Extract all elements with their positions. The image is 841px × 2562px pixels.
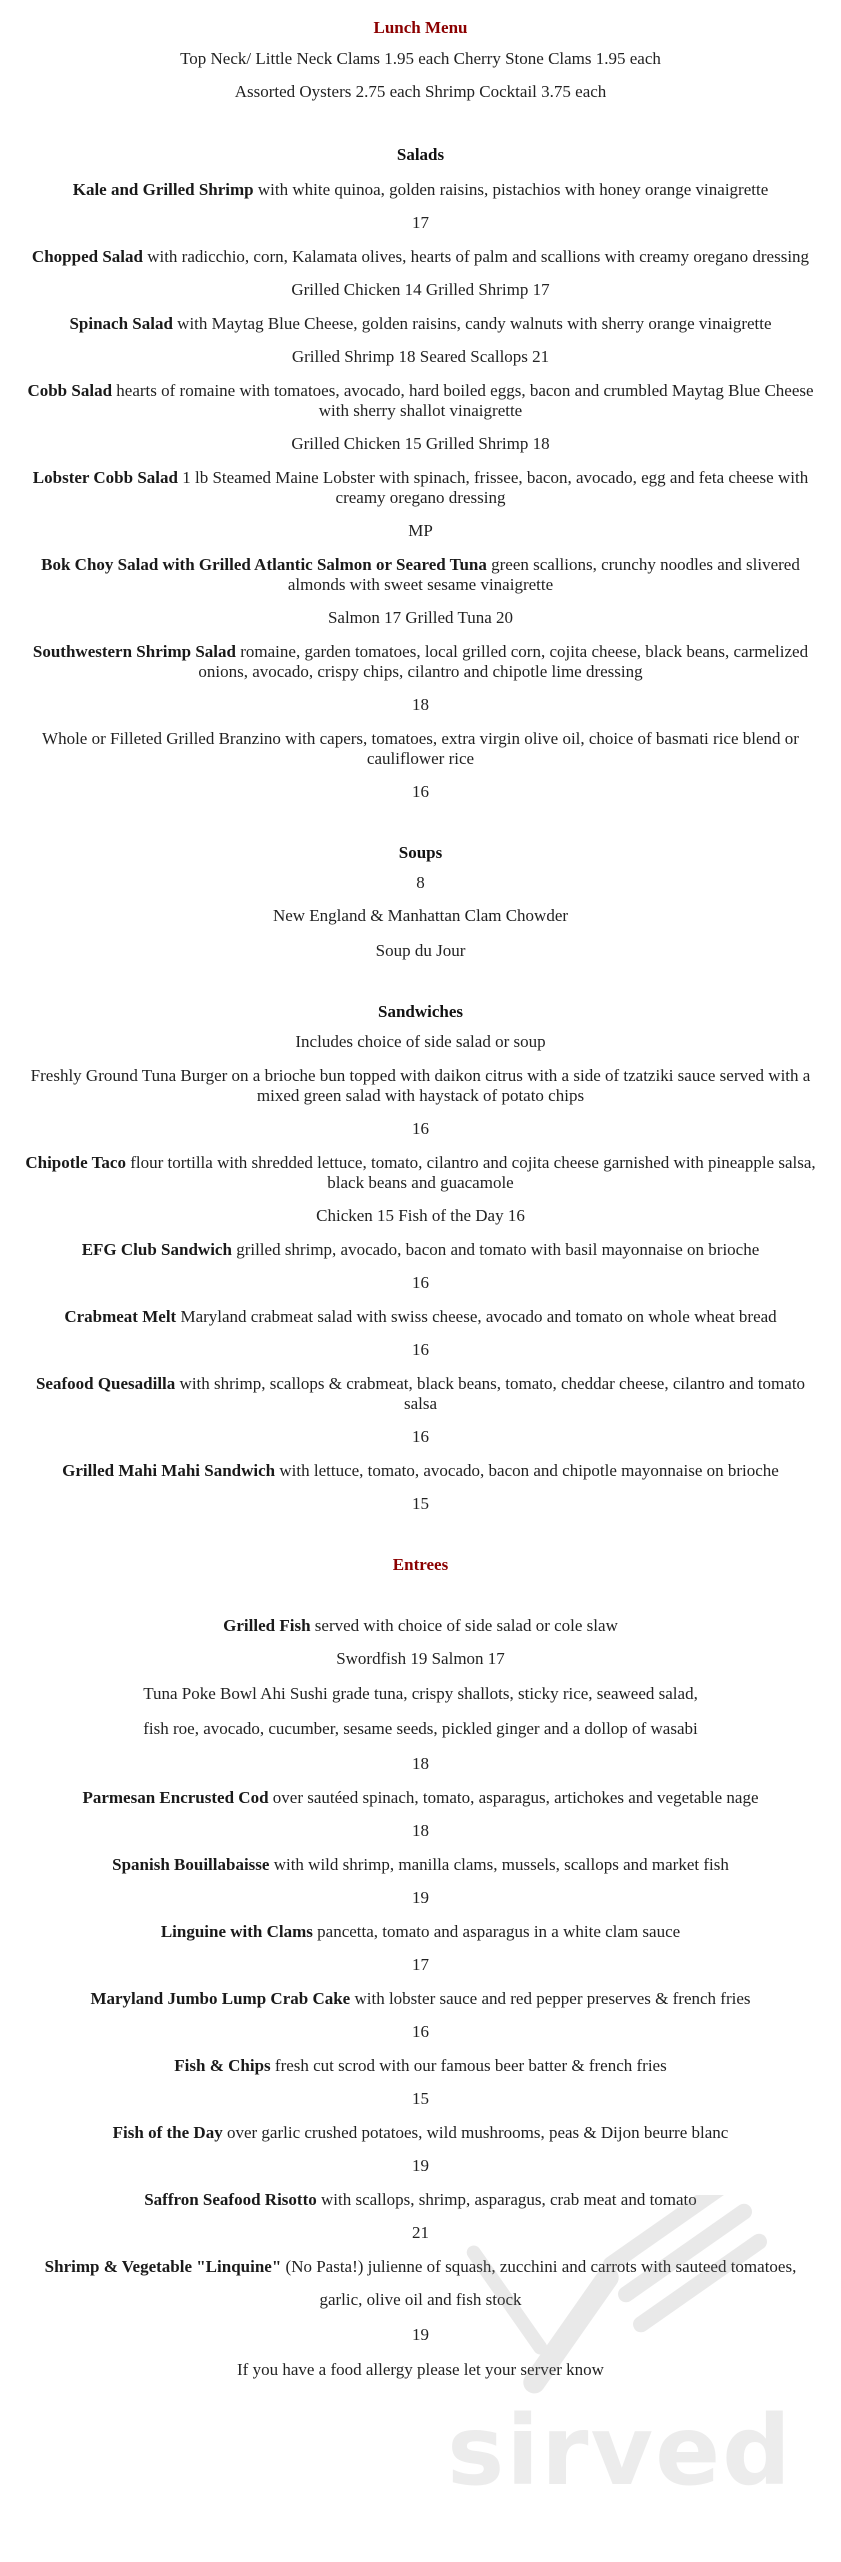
menu-item xyxy=(21,2257,821,2277)
raw-bar-line-2: Assorted Oysters 2.75 each Shrimp Cocktail 3.75 each xyxy=(234,82,607,101)
item-desc: with scallops, shrimp, asparagus, crab meat and tomato xyxy=(316,2190,697,2209)
item-name: Cobb Salad xyxy=(27,381,113,400)
item-desc: flour tortilla with shredded lettuce, tomato, cilantro and cojita cheese garnished with pineapple salsa, black beans and guacamole xyxy=(125,1153,816,1192)
entrees-list xyxy=(0,1788,841,2243)
item-desc: Freshly Ground Tuna Burger on a brioche bun topped with daikon citrus with a side of tzatziki sauce served with a mixed green salad with haystack of potato chips xyxy=(30,1066,811,1105)
item-name: Linguine with Clams xyxy=(160,1922,313,1941)
item-name: Kale and Grilled Shrimp xyxy=(72,180,254,199)
item-desc: with wild shrimp, manilla clams, mussels, scallops and market fish xyxy=(269,1855,729,1874)
item-desc: green scallions, crunchy noodles and slivered almonds with sweet sesame vinaigrette xyxy=(287,555,800,594)
menu-item xyxy=(21,1461,821,1481)
item-price: 16 xyxy=(412,1427,429,1446)
raw-bar-line-1: Top Neck/ Little Neck Clams 1.95 each Cherry Stone Clams 1.95 each xyxy=(180,49,661,68)
menu-item xyxy=(21,642,821,682)
item-name: Chipotle Taco xyxy=(25,1153,126,1172)
item-price: Grilled Chicken 14 Grilled Shrimp 17 xyxy=(291,280,550,299)
sandwiches-title: Sandwiches xyxy=(377,1002,464,1021)
item-price: 16 xyxy=(412,1340,429,1359)
menu-item xyxy=(21,468,821,508)
menu-item xyxy=(21,1788,821,1808)
item-price: 19 xyxy=(412,2325,429,2344)
item-desc: with lettuce, tomato, avocado, bacon and chipotle mayonnaise on brioche xyxy=(275,1461,779,1480)
item-desc: hearts of romaine with tomatoes, avocado, hard boiled eggs, bacon and crumbled Maytag Blue Cheese with sherry shallot vinaigrette xyxy=(112,381,814,420)
item-desc: romaine, garden tomatoes, local grilled corn, cojita cheese, black beans, carmelized onions, avocado, crispy chips, cilantro and chipotle lime dressing xyxy=(198,642,809,681)
item-desc: fresh cut scrod with our famous beer batter & french fries xyxy=(270,2056,667,2075)
menu-item xyxy=(21,1855,821,1875)
item-name: Chopped Salad xyxy=(31,247,143,266)
item-price: 17 xyxy=(412,213,429,232)
item-name: Maryland Jumbo Lump Crab Cake xyxy=(90,1989,351,2008)
item-price: 16 xyxy=(412,1119,429,1138)
item-desc: over sautéed spinach, tomato, asparagus, artichokes and vegetable nage xyxy=(268,1788,759,1807)
item-name: Shrimp & Vegetable "Linquine" xyxy=(44,2257,282,2276)
item-price: 15 xyxy=(412,1494,429,1513)
lunch-menu-title: Lunch Menu xyxy=(373,18,468,37)
item-desc: with white quinoa, golden raisins, pistachios with honey orange vinaigrette xyxy=(253,180,769,199)
item-price: 16 xyxy=(412,782,429,801)
item-name: Fish & Chips xyxy=(174,2056,271,2075)
item-price: 19 xyxy=(412,2156,429,2175)
item-name: Seafood Quesadilla xyxy=(35,1374,176,1393)
item-name: Spanish Bouillabaisse xyxy=(112,1855,270,1874)
item-price: 18 xyxy=(412,695,429,714)
item-price: 19 xyxy=(412,1888,429,1907)
item-price: Salmon 17 Grilled Tuna 20 xyxy=(327,608,514,627)
menu-item xyxy=(21,1240,821,1260)
soups-title: Soups xyxy=(398,843,443,862)
item-desc: over garlic crushed potatoes, wild mushrooms, peas & Dijon beurre blanc xyxy=(222,2123,729,2142)
menu-item xyxy=(21,1307,821,1327)
menu-item xyxy=(21,555,821,595)
item-price: 17 xyxy=(412,1955,429,1974)
menu-item xyxy=(21,729,821,769)
salads-list xyxy=(0,180,841,802)
item-desc: 1 lb Steamed Maine Lobster with spinach, frissee, bacon, avocado, egg and feta cheese with creamy oregano dressing xyxy=(177,468,809,507)
item-price: 18 xyxy=(412,1821,429,1840)
menu-item xyxy=(21,1922,821,1942)
item-price: Swordfish 19 Salmon 17 xyxy=(336,1649,505,1668)
item-desc: with Maytag Blue Cheese, golden raisins, candy walnuts with sherry orange vinaigrette xyxy=(172,314,772,333)
item-price: Chicken 15 Fish of the Day 16 xyxy=(316,1206,525,1225)
item-name: Southwestern Shrimp Salad xyxy=(32,642,236,661)
item-price: 16 xyxy=(412,2022,429,2041)
watermark-text: sirved xyxy=(447,2395,793,2507)
item-name: Parmesan Encrusted Cod xyxy=(82,1788,269,1807)
menu-item xyxy=(21,1066,821,1106)
menu-item xyxy=(21,1374,821,1414)
item-price: 18 xyxy=(412,1754,429,1773)
item-desc: pancetta, tomato and asparagus in a white clam sauce xyxy=(312,1922,681,1941)
menu-item xyxy=(21,2056,821,2076)
item-desc: (No Pasta!) julienne of squash, zucchini and carrots with sauteed tomatoes, xyxy=(281,2257,797,2276)
sandwiches-list xyxy=(0,1066,841,1514)
menu-item xyxy=(21,2123,821,2143)
menu-item xyxy=(21,1153,821,1193)
item-name: Spinach Salad xyxy=(69,314,173,333)
menu-item xyxy=(21,180,821,200)
item-name: Grilled Mahi Mahi Sandwich xyxy=(62,1461,276,1480)
menu-item xyxy=(21,1616,821,1636)
item-desc: with shrimp, scallops & crabmeat, black beans, tomato, cheddar cheese, cilantro and tomato salsa xyxy=(175,1374,806,1413)
item-desc: served with choice of side salad or cole slaw xyxy=(310,1616,618,1635)
sandwiches-subtitle: Includes choice of side salad or soup xyxy=(295,1032,546,1051)
menu-item xyxy=(21,381,821,421)
item-price: 21 xyxy=(412,2223,429,2242)
entrees-title: Entrees xyxy=(392,1555,449,1574)
item-name: Lobster Cobb Salad xyxy=(32,468,178,487)
poke-line-2: fish roe, avocado, cucumber, sesame seeds, pickled ginger and a dollop of wasabi xyxy=(143,1719,698,1738)
poke-line-1: Tuna Poke Bowl Ahi Sushi grade tuna, crispy shallots, sticky rice, seaweed salad, xyxy=(143,1684,698,1703)
item-name: Saffron Seafood Risotto xyxy=(144,2190,317,2209)
soup-item: New England & Manhattan Clam Chowder xyxy=(272,906,569,925)
item-desc-line-2: garlic, olive oil and fish stock xyxy=(319,2290,522,2309)
item-desc: grilled shrimp, avocado, bacon and tomato with basil mayonnaise on brioche xyxy=(231,1240,760,1259)
item-price: Grilled Shrimp 18 Seared Scallops 21 xyxy=(291,347,550,366)
item-price: 16 xyxy=(412,1273,429,1292)
item-desc: with lobster sauce and red pepper preserves & french fries xyxy=(350,1989,751,2008)
soups-price: 8 xyxy=(416,873,425,892)
item-name: Grilled Fish xyxy=(223,1616,311,1635)
menu-item xyxy=(21,314,821,334)
menu-item xyxy=(21,247,821,267)
item-desc: Maryland crabmeat salad with swiss cheese, avocado and tomato on whole wheat bread xyxy=(176,1307,777,1326)
item-name: Crabmeat Melt xyxy=(64,1307,177,1326)
salads-title: Salads xyxy=(396,145,445,164)
item-price: MP xyxy=(408,521,433,540)
menu-item xyxy=(21,2190,821,2210)
item-name: Fish of the Day xyxy=(112,2123,223,2142)
item-desc: with radicchio, corn, Kalamata olives, hearts of palm and scallions with creamy oregano dressing xyxy=(142,247,810,266)
item-price: Grilled Chicken 15 Grilled Shrimp 18 xyxy=(291,434,550,453)
item-desc: Whole or Filleted Grilled Branzino with capers, tomatoes, extra virgin olive oil, choice of basmati rice blend or cauliflower rice xyxy=(42,729,799,768)
item-name: Bok Choy Salad with Grilled Atlantic Salmon or Seared Tuna xyxy=(41,555,487,574)
allergy-notice: If you have a food allergy please let your server know xyxy=(237,2360,604,2379)
soup-item: Soup du Jour xyxy=(375,941,466,960)
item-name: EFG Club Sandwich xyxy=(81,1240,232,1259)
menu-item xyxy=(21,1989,821,2009)
item-price: 15 xyxy=(412,2089,429,2108)
